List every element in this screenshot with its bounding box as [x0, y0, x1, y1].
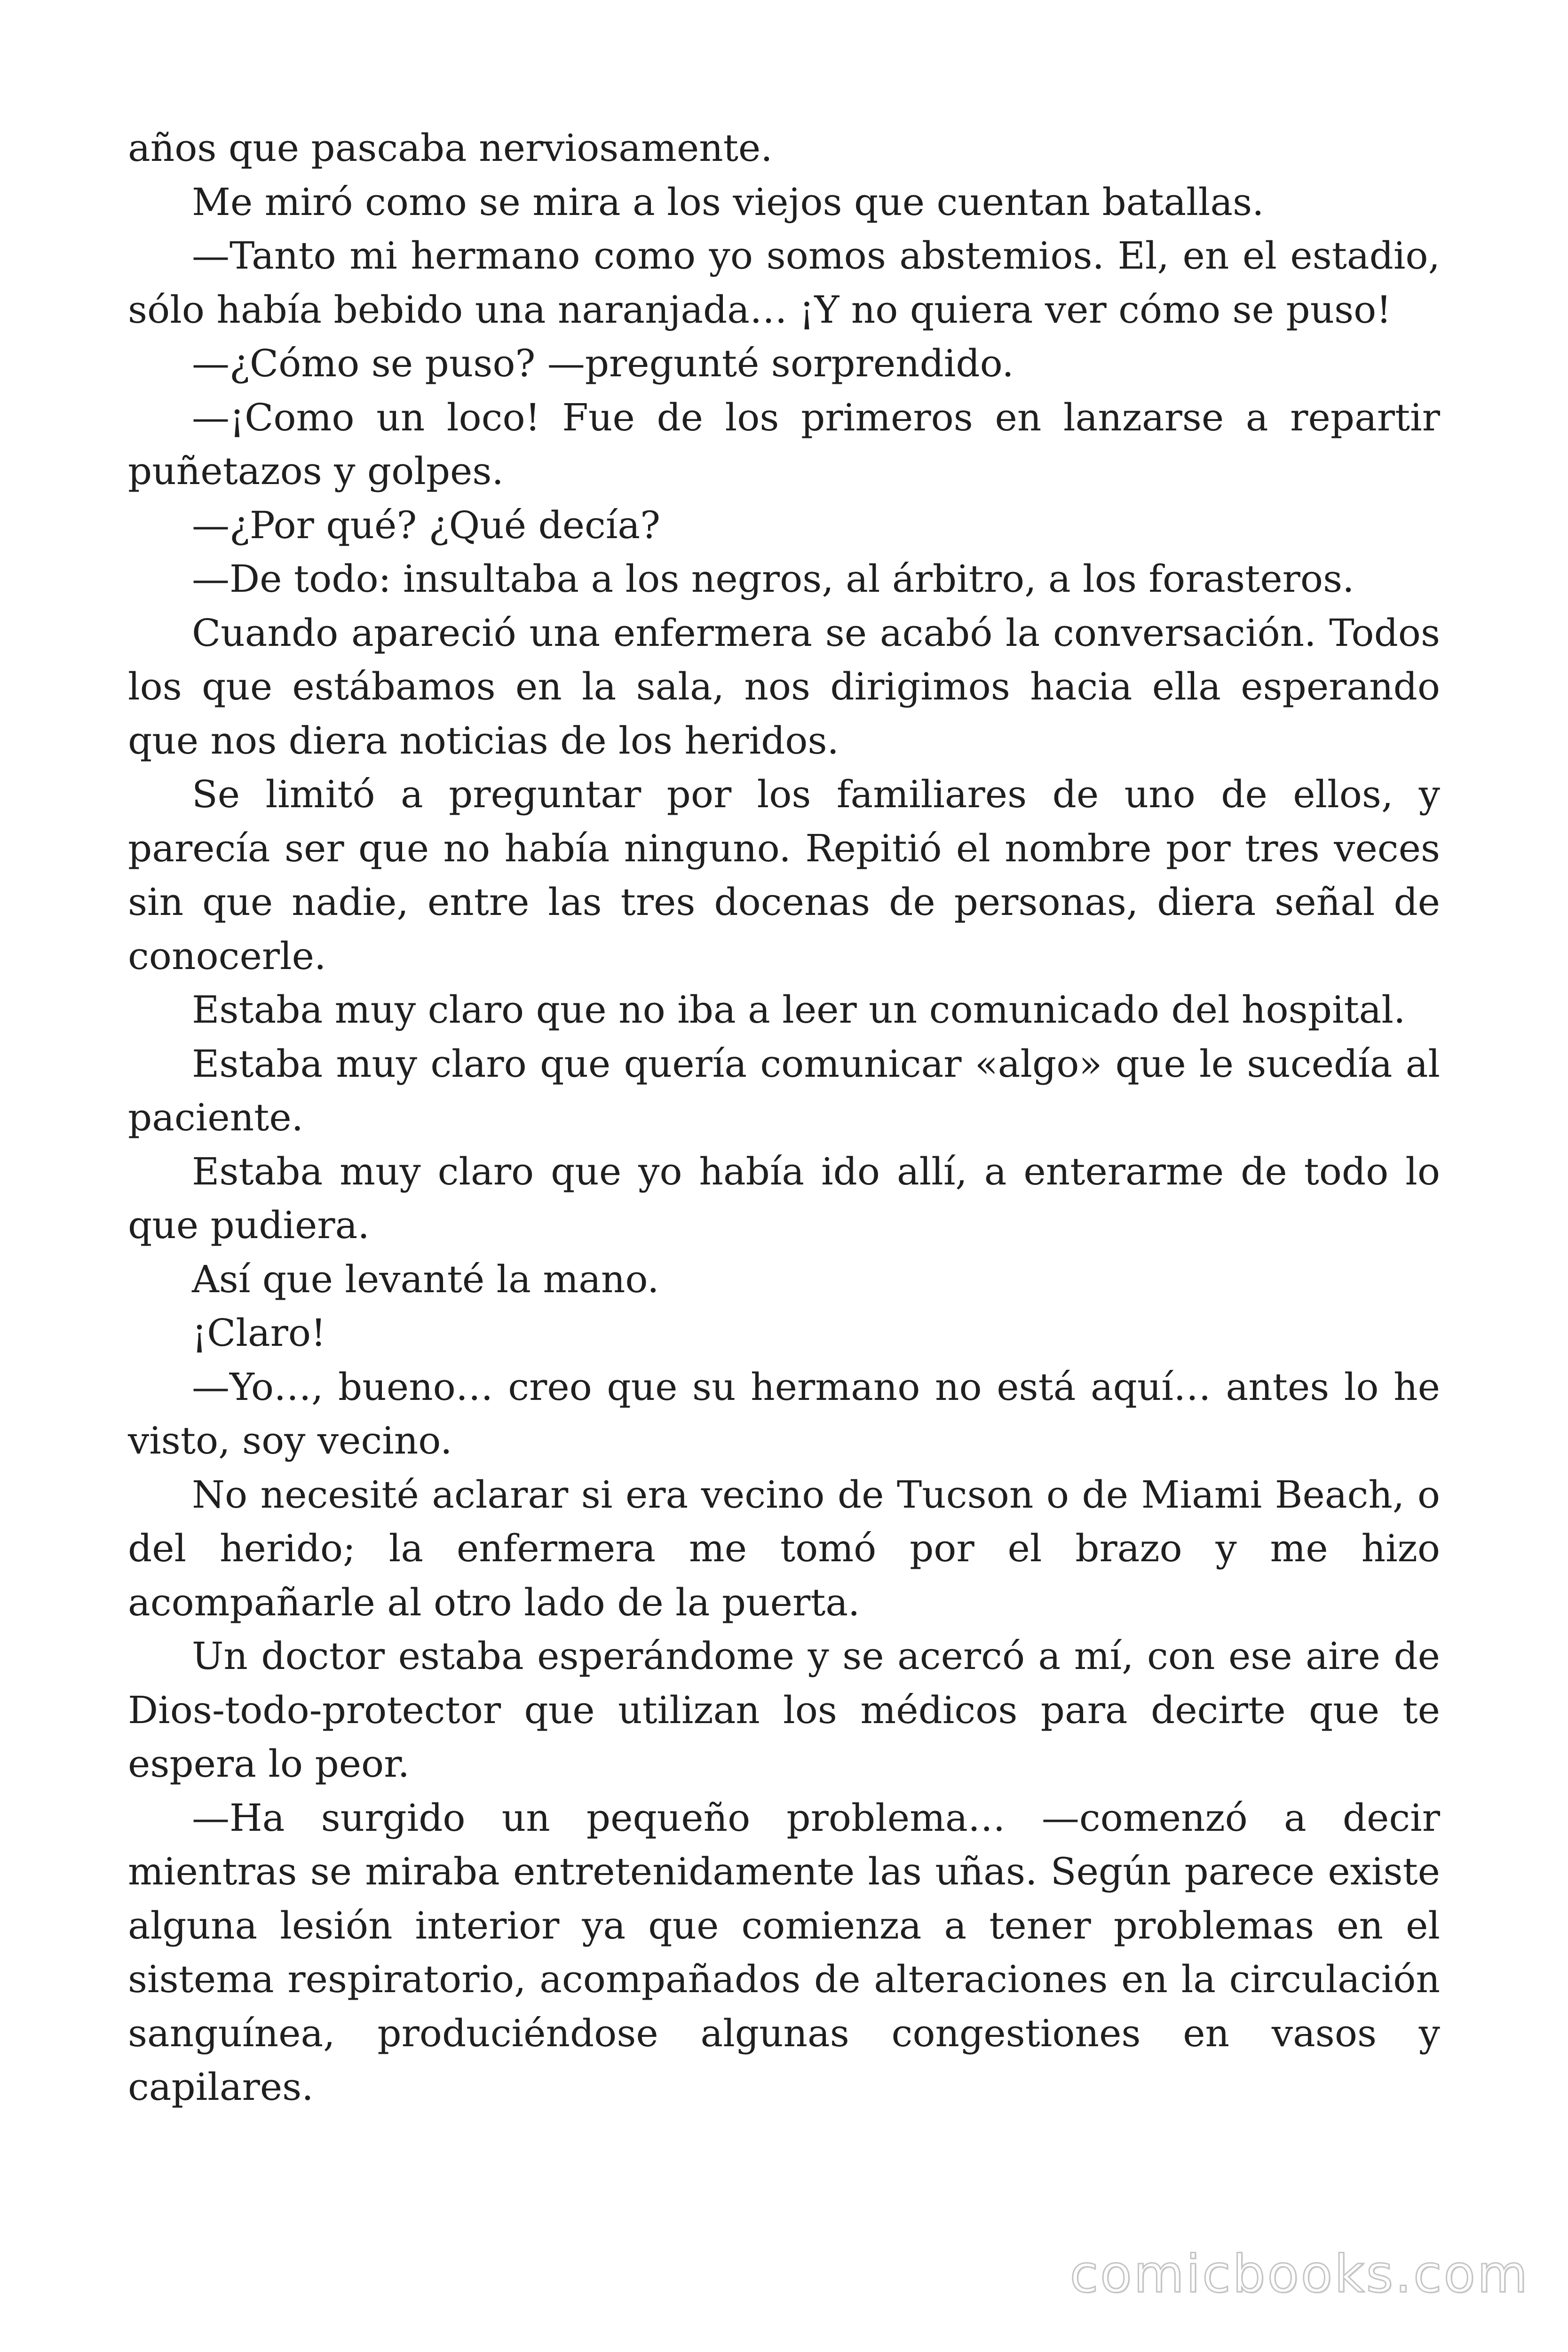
- paragraph: Así que levanté la mano.: [192, 1257, 659, 1301]
- paragraph: Me miró como se mira a los viejos que cuentan batallas.: [192, 180, 1264, 224]
- paragraph: —¡Como un loco! Fue de los primeros en lanzarse a repartir puñetazos y golpes.: [128, 395, 1440, 493]
- paragraph: —¿Cómo se puso? —pregunté sorprendido.: [192, 342, 1014, 385]
- paragraph: —Yo…, bueno… creo que su hermano no está aquí… antes lo he visto, soy vecino.: [128, 1365, 1440, 1462]
- paragraph: Cuando apareció una enfermera se acabó la conversación. Todos los que estábamos en la sala, nos dirigimos hacia ella esperando que nos diera noticias de los heridos.: [128, 611, 1440, 763]
- paragraph: años que pascaba nerviosamente.: [128, 126, 773, 170]
- paragraph: —De todo: insultaba a los negros, al árbitro, a los forasteros.: [192, 557, 1354, 601]
- paragraph: No necesité aclarar si era vecino de Tucson o de Miami Beach, o del herido; la enfermera me tomó por el brazo y me hizo acompañarle al otro lado de la puerta.: [128, 1472, 1440, 1624]
- body-text: [128, 121, 1440, 2114]
- paragraph: —¿Por qué? ¿Qué decía?: [192, 503, 661, 547]
- paragraph: —Ha surgido un pequeño problema… —comenzó a decir mientras se miraba entretenidamente las uñas. Según parece existe alguna lesión interior ya que comienza a tener problemas en el sistema respiratorio, acompañados de alteraciones en la circulación sanguínea, produciéndose algunas congestiones en vasos y capilares.: [128, 1796, 1440, 2109]
- paragraph: —Tanto mi hermano como yo somos abstemios. El, en el estadio, sólo había bebido una naranjada… ¡Y no quiera ver cómo se puso!: [128, 234, 1440, 332]
- paragraph: Estaba muy claro que no iba a leer un comunicado del hospital.: [192, 988, 1406, 1032]
- paragraph: Se limitó a preguntar por los familiares de uno de ellos, y parecía ser que no había ninguno. Repitió el nombre por tres veces sin que nadie, entre las tres docenas de personas, diera señal de conocerle.: [128, 772, 1440, 978]
- paragraph: Un doctor estaba esperándome y se acercó a mí, con ese aire de Dios-todo-protector que utilizan los médicos para decirte que te espera lo peor.: [128, 1634, 1440, 1786]
- paragraph: ¡Claro!: [192, 1311, 326, 1355]
- paragraph: Estaba muy claro que yo había ido allí, a enterarme de todo lo que pudiera.: [128, 1149, 1440, 1247]
- watermark: comicbooks.com: [1069, 2244, 1529, 2304]
- paragraph: Estaba muy claro que quería comunicar «algo» que le sucedía al paciente.: [128, 1041, 1440, 1139]
